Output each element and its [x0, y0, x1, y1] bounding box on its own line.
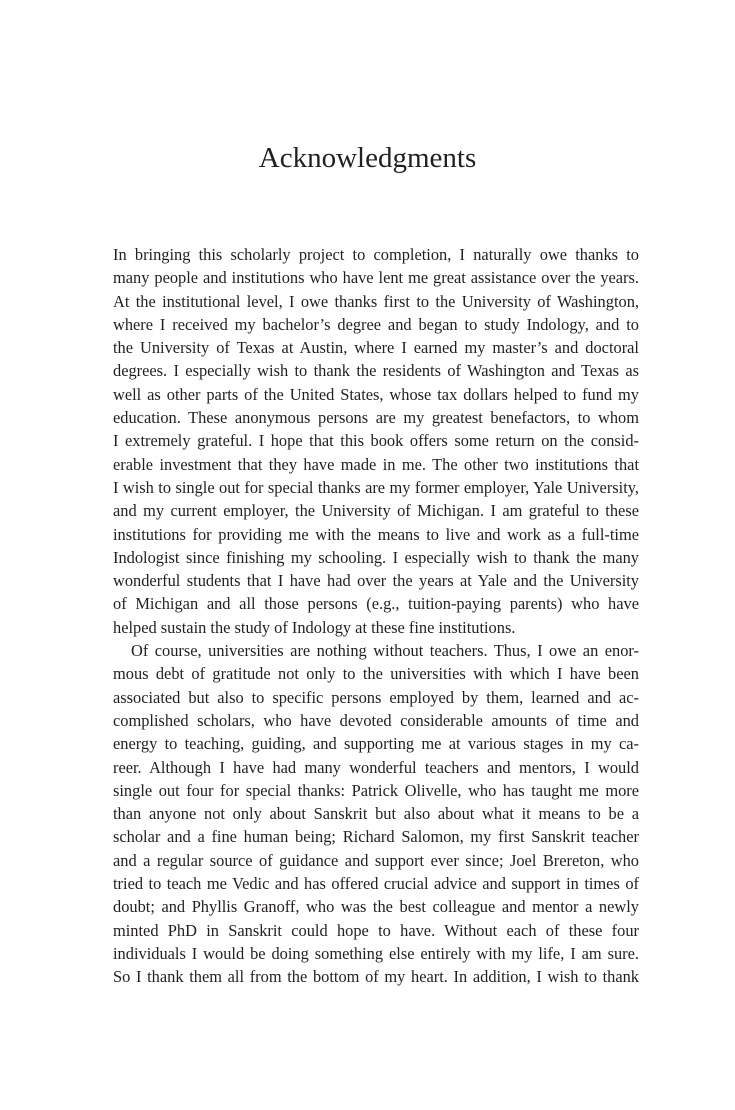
text-line: I wish to single out for special thanks are my former employer, Yale University, [113, 477, 639, 497]
text-line: mous debt of gratitude not only to the universities with which I have been [113, 664, 639, 684]
text-line: Indologist since finishing my schooling. I especially wish to thank the many [113, 547, 639, 567]
text-line: single out four for special thanks: Patrick Olivelle, who has taught me more [113, 780, 639, 800]
text-line: energy to teaching, guiding, and supporting me at various stages in my ca- [113, 734, 639, 754]
text-line: associated but also to specific persons employed by them, learned and ac- [113, 687, 639, 707]
text-line: tried to teach me Vedic and has offered crucial advice and support in times of [113, 874, 639, 894]
text-line: minted PhD in Sanskrit could hope to have. Without each of these four [113, 920, 639, 940]
text-line: scholar and a fine human being; Richard Salomon, my first Sanskrit teacher [113, 827, 639, 847]
text-line: of Michigan and all those persons (e.g., tuition-paying parents) who have [113, 594, 639, 614]
text-line: and a regular source of guidance and support ever since; Joel Brereton, who [113, 850, 639, 870]
text-line: At the institutional level, I owe thanks first to the University of Washington, [113, 291, 639, 311]
text-line: erable investment that they have made in me. The other two institutions that [113, 454, 639, 474]
text-line: wonderful students that I have had over the years at Yale and the University [113, 571, 639, 591]
paragraph [113, 639, 639, 988]
text-line: education. These anonymous persons are my greatest benefactors, to whom [113, 408, 639, 428]
text-line: In bringing this scholarly project to completion, I naturally owe thanks to [113, 245, 639, 264]
text-line: many people and institutions who have lent me great assistance over the years. [113, 268, 639, 288]
text-line: individuals I would be doing something else entirely with my life, I am sure. [113, 943, 639, 963]
text-line: than anyone not only about Sanskrit but also about what it means to be a [113, 804, 639, 824]
text-line: doubt; and Phyllis Granoff, who was the best colleague and mentor a newly [113, 897, 639, 917]
text-line: So I thank them all from the bottom of my heart. In addition, I wish to thank [113, 967, 639, 987]
text-line: I extremely grateful. I hope that this book offers some return on the consid- [113, 431, 639, 451]
text-line: complished scholars, who have devoted considerable amounts of time and [113, 710, 639, 730]
text-line: degrees. I especially wish to thank the residents of Washington and Texas as [113, 361, 639, 381]
page-title: Acknowledgments [258, 142, 477, 174]
text-line: helped sustain the study of Indology at these fine institutions. [113, 617, 516, 637]
text-line: and my current employer, the University of Michigan. I am grateful to these [113, 501, 639, 521]
paragraph [113, 243, 639, 639]
text-line: where I received my bachelor’s degree and began to study Indology, and to [113, 314, 639, 334]
text-line: the University of Texas at Austin, where I earned my master’s and doctoral [113, 338, 639, 358]
text-line: reer. Although I have had many wonderful teachers and mentors, I would [113, 757, 639, 777]
text-line: Of course, universities are nothing without teachers. Thus, I owe an enor- [131, 641, 639, 661]
text-line: well as other parts of the United States, whose tax dollars helped to fund my [113, 384, 639, 404]
text-line: institutions for providing me with the means to live and work as a full-time [113, 524, 639, 544]
body-text [113, 243, 639, 989]
